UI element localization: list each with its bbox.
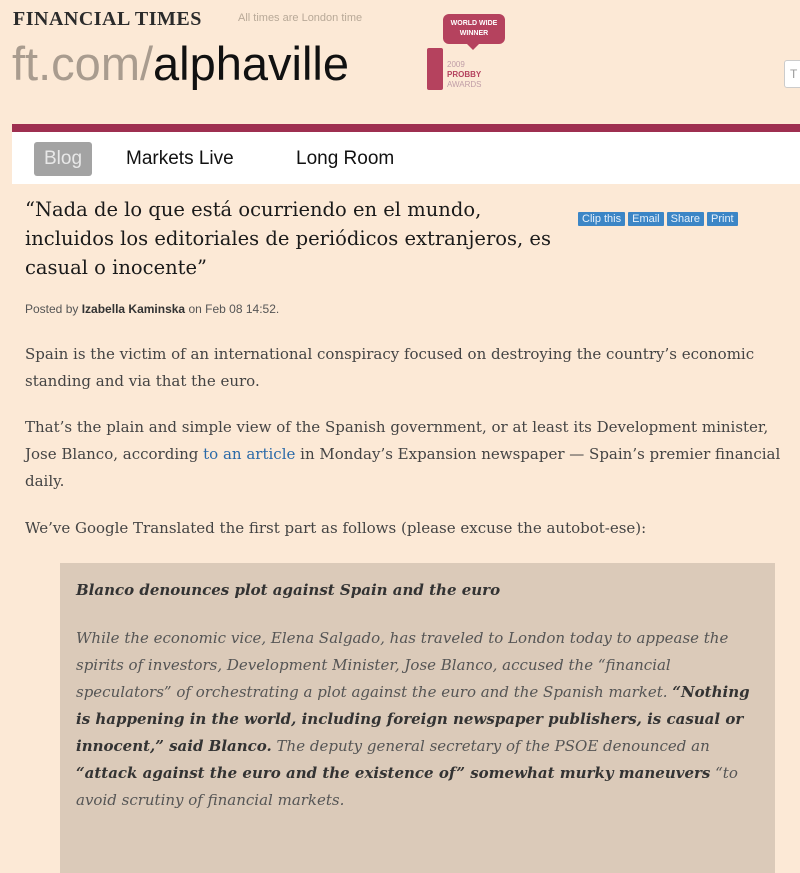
clip-button[interactable]: Clip this — [578, 212, 625, 226]
byline-prefix: Posted by — [25, 302, 79, 316]
award-year: 2009 — [447, 60, 465, 69]
byline-date: Feb 08 14:52. — [205, 302, 280, 316]
masthead — [0, 0, 800, 125]
award-badge[interactable] — [425, 12, 515, 102]
article-tools — [578, 209, 741, 227]
quote-sentence-3: The deputy general secretary of the PSOE denounced an — [271, 737, 710, 755]
article-link[interactable]: to an article — [203, 445, 296, 463]
paragraph-2-text-b: in Monday’s Expansion newspaper — Spain’s premier financial daily. — [25, 445, 781, 490]
site-name: alphaville — [153, 37, 349, 90]
award-trophy-icon — [427, 48, 443, 90]
paragraph-1: Spain is the victim of an international conspiracy focused on destroying the country’s economic standing and via that the euro. — [25, 345, 755, 390]
article-headline[interactable]: “Nada de lo que está ocurriendo en el mundo, incluidos los editoriales de periódicos extranjeros, es casual o inocente” — [25, 198, 551, 279]
paragraph-2-text-a: That’s the plain and simple view of the Spanish government, or at least its Development minister, Jose Blanco, according — [25, 418, 769, 463]
byline-author[interactable]: Izabella Kaminska — [81, 302, 186, 316]
award-winner-bubble: WORLD WIDE WINNER — [443, 14, 505, 44]
site-prefix: ft.com/ — [12, 37, 154, 90]
ft-logo[interactable]: FINANCIAL TIMES — [13, 8, 202, 30]
nav-item-blog[interactable]: Blog — [34, 142, 92, 176]
site-title[interactable] — [12, 34, 349, 94]
nav-item-markets-live[interactable]: Markets Live — [126, 148, 234, 169]
masthead-rule — [12, 124, 800, 132]
blockquote — [60, 563, 775, 873]
print-button[interactable]: Print — [707, 212, 738, 226]
quote-sentence-4: “attack against the euro and the existence of” somewhat murky maneuvers — [76, 764, 711, 782]
award-text — [447, 60, 507, 90]
quote-title: Blanco denounces plot against Spain and the euro — [76, 581, 501, 599]
quote-sentence-5: “to avoid scrutiny of financial markets. — [76, 764, 738, 809]
nav-item-long-room[interactable]: Long Room — [296, 148, 395, 169]
award-sub: AWARDS — [447, 80, 482, 89]
award-name: PROBBY — [447, 70, 482, 79]
quote-sentence-1: While the economic vice, Elena Salgado, has traveled to London today to appease the spirits of investors, Development Minister, Jose Blanco, accused the “financial speculators” of orchestrating a plot against the euro and the Spanish market. — [76, 629, 729, 701]
quote-sentence-2: “Nothing is happening in the world, including foreign newspaper publishers, is casual or innocent,” said Blanco. — [76, 683, 750, 755]
times-note: All times are London time — [238, 12, 363, 24]
search-input[interactable]: T — [784, 60, 800, 88]
blog-nav — [12, 132, 800, 184]
byline — [25, 302, 279, 316]
paragraph-3: We’ve Google Translated the first part as follows (please excuse the autobot-ese): — [25, 519, 647, 537]
byline-date-prefix: on — [188, 302, 202, 316]
email-button[interactable]: Email — [628, 212, 664, 226]
paragraph-2 — [25, 414, 795, 495]
share-button[interactable]: Share — [667, 212, 704, 226]
quote-body — [76, 625, 761, 814]
